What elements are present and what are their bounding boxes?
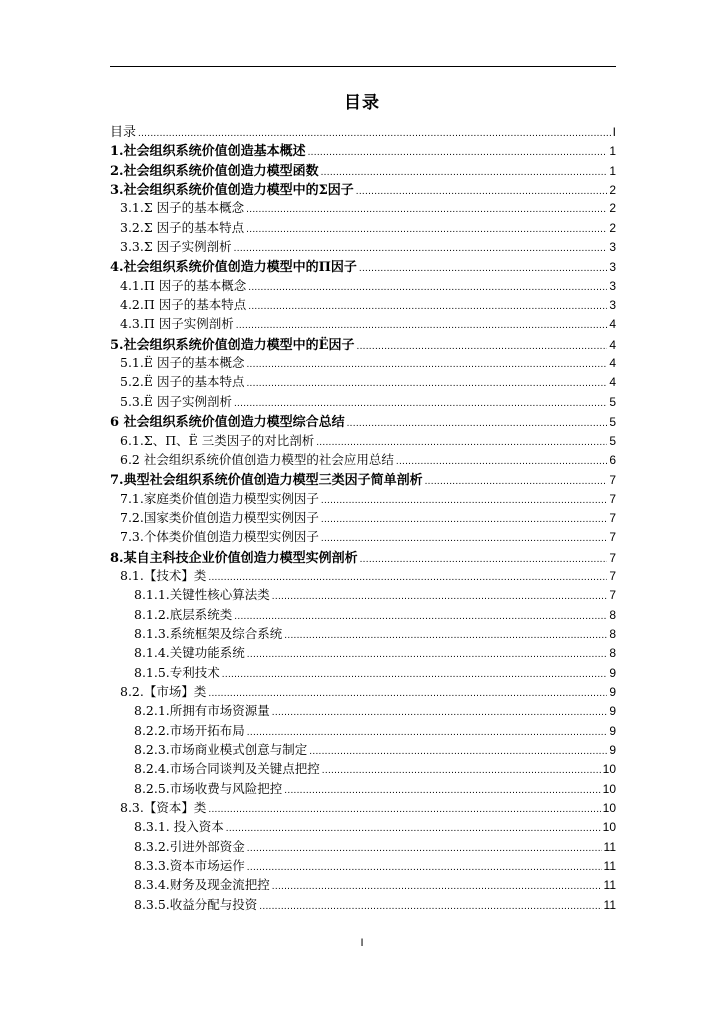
toc-entry-title: 8.3.【资本】类 [120,800,207,816]
dot-leader [284,785,600,796]
toc-entry-title: 8.3.1. 投入资本 [134,819,224,835]
toc-entry[interactable] [110,798,616,817]
dot-leader [347,418,608,429]
toc-entry[interactable] [110,547,616,566]
toc-entry-page: 6 [609,452,616,467]
dot-leader [356,341,607,352]
footer-page-number: I [360,937,364,949]
dot-leader [284,630,607,641]
toc-entry[interactable] [110,469,616,488]
toc-entry-page: 7 [609,568,616,583]
toc-entry-page: 9 [609,704,616,719]
toc-entry-title: 7.典型社会组织系统价值创造力模型三类因子简单剖析 [110,473,423,489]
toc-entry[interactable] [110,817,616,836]
dot-leader [321,167,608,178]
dot-leader [247,862,602,873]
toc-entry-title: 6.2 社会组织系统价值创造力模型的社会应用总结 [120,451,394,467]
toc-entry[interactable] [110,624,616,643]
toc-entry-title: 8.3.5.收益分配与投资 [134,896,258,912]
dot-leader [272,707,608,718]
dot-leader [222,669,608,680]
toc-entry-title: 8.1.1.关键性核心算法类 [134,587,270,603]
toc-entry-title: 7.1.家庭类价值创造力模型实例因子 [120,490,319,506]
toc-entry-page: 4 [609,375,616,390]
toc-entry-page: 4 [609,317,616,332]
dot-leader [247,649,608,660]
toc-entry-page: 3 [609,298,616,313]
toc-entry-page: 4 [609,356,616,371]
toc-entry-title: 3.3.Σ 因子实例剖析 [120,239,232,255]
toc-entry[interactable] [110,779,616,798]
toc-entry[interactable] [110,605,616,624]
toc-entry[interactable] [110,392,616,411]
toc-entry-page: 8 [609,607,616,622]
toc-entry[interactable] [110,701,616,720]
toc-entry-page: 10 [602,762,616,777]
toc-entry-title: 4.3.Π 因子实例剖析 [120,316,234,332]
dot-leader [272,881,602,892]
toc-entry-page: 9 [609,743,616,757]
toc-entry-page: 1 [609,144,616,159]
dot-leader [208,804,600,815]
toc-entry-page: 10 [602,820,616,835]
dot-leader [309,746,607,757]
dot-leader [359,263,607,274]
toc-entry-page: 11 [603,897,616,912]
toc-entry[interactable] [110,740,616,759]
toc-entry-title: 8.2.2.市场开拓布局 [134,722,245,738]
dot-leader [246,378,607,389]
toc-entry[interactable] [110,682,616,701]
toc-entry-page: 11 [603,839,616,854]
toc-entry[interactable] [110,198,616,217]
toc-entry-title: 8.某自主科技企业价值创造力模型实例剖析 [110,550,358,566]
toc-entry-page: 4 [609,337,616,352]
dot-leader [360,554,608,565]
toc-entry-title: 7.2.国家类价值创造力模型实例因子 [120,509,319,525]
dot-leader [322,765,601,776]
toc-entry-title: 4.1.Π 因子的基本概念 [120,277,247,293]
dot-leader [321,514,607,525]
toc-entry[interactable] [110,411,616,430]
dot-leader [248,301,607,312]
dot-leader [316,437,607,448]
toc-entry[interactable] [110,837,616,856]
toc-entry[interactable] [110,566,616,585]
toc-entry-title: 8.1.【技术】类 [120,567,207,583]
toc-entry-page: 9 [609,665,616,680]
toc-entry-title: 3.2.Σ 因子的基本特点 [120,219,245,235]
toc-entry[interactable] [110,895,616,914]
toc-entry-title: 8.2.5.市场收费与风险把控 [134,780,283,796]
dot-leader [234,611,607,622]
toc-entry-title: 5.3.Ë 因子实例剖析 [120,393,232,409]
toc-entry-page: 7 [609,473,616,488]
toc-entry-title: 6 社会组织系统价值创造力模型综合总结 [110,415,345,431]
toc-entry-page: 7 [609,550,616,565]
toc-entry-page: 3 [609,278,616,293]
toc-entry[interactable] [110,256,616,275]
toc-entry-page: 5 [609,415,616,430]
dot-leader [321,533,607,544]
toc-entry[interactable] [110,856,616,875]
toc-entry-title: 3.1.Σ 因子的基本概念 [120,200,245,216]
toc-entry-page: 7 [609,530,616,545]
toc-entry-title: 5.社会组织系统价值创造力模型中的Ë因子 [110,337,355,353]
toc-entry-title: 1.社会组织系统价值创造基本概述 [110,144,306,160]
toc-entry-page: 1 [609,163,616,178]
table-of-contents [110,121,616,914]
toc-entry[interactable] [110,353,616,372]
dot-leader [356,186,608,197]
dot-leader [236,320,608,331]
toc-entry-title: 8.3.3.资本市场运作 [134,858,245,874]
dot-leader [425,476,608,487]
dot-leader [248,282,607,293]
toc-entry-title: 7.3.个体类价值创造力模型实例因子 [120,529,319,545]
page-title: 目录 [344,93,380,113]
toc-entry[interactable] [110,179,616,198]
toc-entry[interactable] [110,663,616,682]
toc-entry-page: 2 [609,201,616,216]
dot-leader [247,843,602,854]
toc-entry-title: 5.2.Ë 因子的基本特点 [120,374,245,390]
dot-leader [246,359,607,370]
toc-entry-title: 3.社会组织系统价值创造力模型中的Σ因子 [110,183,354,199]
dot-leader [234,398,607,409]
toc-entry[interactable] [110,431,616,450]
toc-entry-page: 2 [609,220,616,235]
toc-entry[interactable] [110,295,616,314]
toc-entry[interactable] [110,527,616,546]
toc-entry[interactable] [110,140,616,159]
toc-entry[interactable] [110,508,616,527]
dot-leader [272,591,608,602]
toc-entry[interactable] [110,759,616,778]
toc-entry-title: 8.2.4.市场合同谈判及关键点把控 [134,761,320,777]
toc-entry[interactable] [110,585,616,604]
dot-leader [208,572,607,583]
toc-entry-title: 4.社会组织系统价值创造力模型中的Π因子 [110,260,357,276]
toc-entry[interactable] [110,875,616,894]
toc-entry-page: 3 [609,240,616,255]
toc-entry-page: 10 [602,781,616,796]
toc-entry[interactable] [110,334,616,353]
dot-leader [247,727,608,738]
dot-leader [259,901,601,912]
toc-entry-page: 9 [609,684,616,699]
toc-entry[interactable] [110,121,616,140]
toc-entry-page: 5 [609,394,616,409]
toc-entry-page: I [612,125,616,139]
toc-entry[interactable] [110,160,616,179]
dot-leader [246,224,607,235]
toc-entry-page: 7 [609,510,616,525]
dot-leader [226,823,601,834]
dot-leader [321,495,607,506]
toc-entry[interactable] [110,276,616,295]
toc-entry-page: 5 [609,433,616,448]
toc-entry[interactable] [110,721,616,740]
toc-entry[interactable] [110,450,616,469]
toc-entry[interactable] [110,314,616,333]
toc-entry-page: 7 [609,491,616,506]
toc-entry[interactable] [110,237,616,256]
dot-leader [234,243,608,254]
toc-entry-title: 6.1.Σ、Π、Ë 三类因子的对比剖析 [120,432,315,448]
toc-entry-title: 8.3.4.财务及现金流把控 [134,877,270,893]
dot-leader [308,147,608,158]
toc-entry-page: 8 [609,626,616,641]
toc-entry-page: 8 [609,646,616,661]
toc-entry-page: 10 [602,801,616,816]
toc-entry-page: 3 [609,260,616,275]
toc-entry-page: 11 [603,878,616,893]
toc-entry[interactable] [110,218,616,237]
toc-entry[interactable] [110,643,616,662]
toc-entry-title: 8.1.3.系统框架及综合系统 [134,625,283,641]
toc-entry[interactable] [110,489,616,508]
dot-leader [208,688,607,699]
toc-entry-title: 8.1.2.底层系统类 [134,606,233,622]
toc-entry[interactable] [110,372,616,391]
dot-leader [138,128,611,139]
toc-entry-title: 8.2.3.市场商业模式创意与制定 [134,742,308,757]
toc-entry-title: 8.3.2.引进外部资金 [134,838,245,854]
dot-leader [246,204,607,215]
toc-entry-page: 9 [609,723,616,738]
toc-entry-title: 8.2.【市场】类 [120,683,207,699]
header-rule [110,66,616,67]
toc-entry-title: 4.2.Π 因子的基本特点 [120,297,247,313]
toc-entry-title: 2.社会组织系统价值创造力模型函数 [110,163,319,179]
toc-entry-title: 8.1.5.专利技术 [134,664,220,680]
toc-entry-title: 8.1.4.关键功能系统 [134,645,245,661]
toc-entry-page: 11 [603,859,616,874]
toc-entry-title: 目录 [110,125,137,140]
toc-entry-title: 5.1.Ë 因子的基本概念 [120,355,245,371]
toc-entry-page: 7 [609,588,616,603]
dot-leader [396,456,607,467]
toc-entry-title: 8.2.1.所拥有市场资源量 [134,703,270,719]
toc-entry-page: 2 [609,183,616,198]
